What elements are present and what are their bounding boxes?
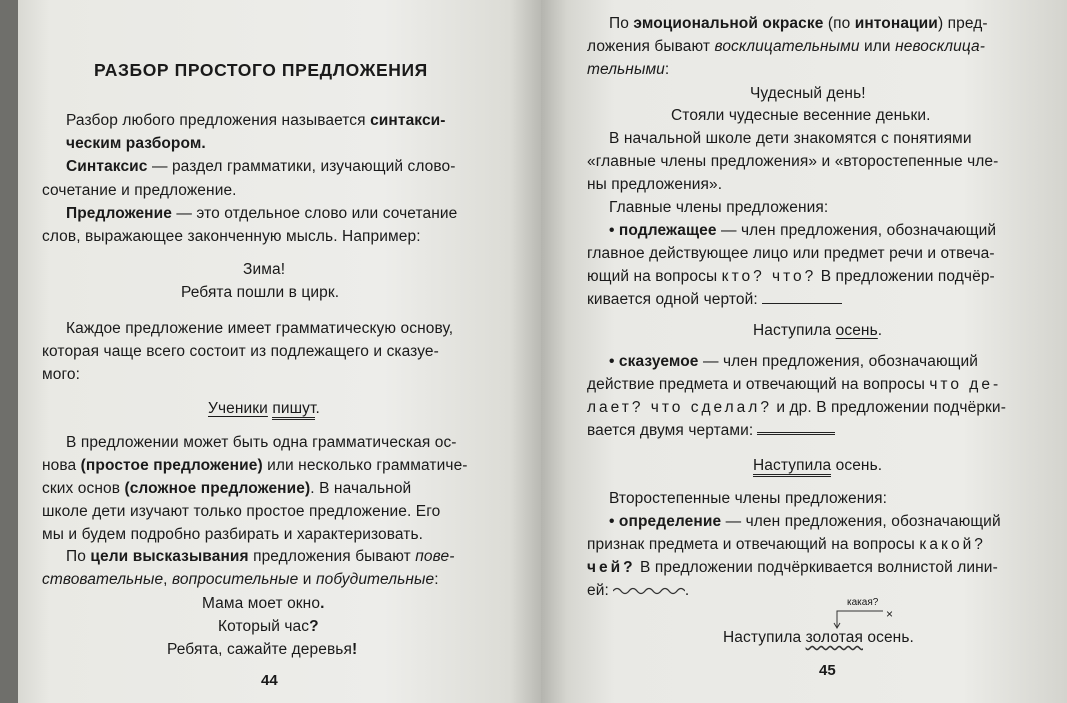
text: сочетание и предложение. xyxy=(42,182,237,199)
paragraph-line xyxy=(587,581,689,601)
example-line xyxy=(753,321,882,341)
subject-underlined: Ученики xyxy=(208,400,268,417)
italic-term: ствовательные xyxy=(42,571,164,588)
punctuation: . xyxy=(320,595,325,612)
term: • определение xyxy=(609,513,722,530)
term: цели высказывания xyxy=(90,548,249,565)
example-line xyxy=(167,640,357,660)
text: Наступила xyxy=(723,629,806,646)
text: Наступила xyxy=(753,322,836,339)
paragraph-line xyxy=(42,479,411,499)
italic-term: вопросительные xyxy=(172,571,299,588)
text: и др. В предложении подчёрки- xyxy=(771,399,1006,416)
paragraph-line: В предложении может быть одна грамматическая ос- xyxy=(66,434,457,451)
example-line: Ребята пошли в цирк. xyxy=(181,284,340,301)
paragraph-line xyxy=(587,558,998,578)
italic-term: побудительные xyxy=(315,571,435,588)
paragraph-line xyxy=(42,181,237,201)
wavy-underline-sample xyxy=(613,585,685,597)
paragraph-line xyxy=(587,37,985,57)
example-line xyxy=(208,399,320,419)
text: кивается одной чертой: xyxy=(587,291,758,308)
term: • подлежащее xyxy=(609,222,717,239)
paragraph-line xyxy=(609,352,978,372)
paragraph-line xyxy=(609,221,996,241)
paragraph-line: В начальной школе дети знакомятся с понятиями xyxy=(609,130,972,147)
italic-term: пове- xyxy=(415,548,455,565)
paragraph-line xyxy=(66,157,456,177)
example-line xyxy=(218,617,319,637)
italic-term: тельными xyxy=(587,61,665,78)
text: , xyxy=(163,571,172,588)
text: ских основ xyxy=(42,480,125,497)
predicate-underlined: пишут xyxy=(272,400,315,420)
text: признак предмета и отвечающий на вопросы xyxy=(587,536,920,553)
text: Ребята, сажайте деревья xyxy=(167,641,352,658)
text: предложения бывают xyxy=(248,548,416,565)
punctuation: ! xyxy=(351,641,358,658)
single-underline-sample xyxy=(762,303,842,304)
term: (простое предложение) xyxy=(80,457,263,474)
text: или несколько грамматиче- xyxy=(262,457,468,474)
paragraph-line: мого: xyxy=(42,366,81,383)
example-line xyxy=(723,628,914,648)
term: ческим разбором. xyxy=(66,135,206,152)
page-title: РАЗБОР ПРОСТОГО ПРЕДЛОЖЕНИЯ xyxy=(94,60,428,80)
text: и xyxy=(298,571,316,588)
text: ющий на вопросы xyxy=(587,268,722,285)
text: слов, выражающее законченную мысль. Например: xyxy=(42,228,421,245)
page-number: 45 xyxy=(819,662,836,679)
text: нова xyxy=(42,457,81,474)
text: — член предложения, обозначающий xyxy=(716,222,997,239)
text: : xyxy=(664,61,670,78)
text: По xyxy=(66,548,91,565)
paragraph-line: ны предложения». xyxy=(587,176,723,193)
spaced-question: кто? что? xyxy=(721,268,817,285)
text: ей: xyxy=(587,582,609,599)
paragraph-line: Каждое предложение имеет грамматическую основу, xyxy=(66,320,454,337)
text: вается двумя чертами: xyxy=(587,422,754,439)
right-page xyxy=(541,0,1067,703)
spaced-question: чей? xyxy=(587,559,636,576)
paragraph-line: Главные члены предложения: xyxy=(609,199,829,216)
double-underline-sample xyxy=(757,432,835,435)
paragraph-line xyxy=(587,375,1001,395)
paragraph-line xyxy=(609,512,1001,532)
question-arrow-icon xyxy=(833,607,893,629)
text: Который час xyxy=(218,618,310,635)
left-page xyxy=(18,0,541,703)
term: синтакси- xyxy=(370,112,446,129)
subject-underlined: осень xyxy=(835,322,878,339)
italic-term: восклицательными xyxy=(714,38,860,55)
paragraph-line: школе дети изучают только простое предложение. Его xyxy=(42,503,441,520)
term: эмоциональной окраске xyxy=(633,15,824,32)
page-number: 44 xyxy=(261,672,278,689)
paragraph-line xyxy=(609,14,988,34)
paragraph-line xyxy=(66,204,457,224)
subject-mark-x: × xyxy=(886,607,894,621)
paragraph-line xyxy=(66,134,206,154)
paragraph-line: мы и будем подробно разбирать и характеризовать. xyxy=(42,526,424,543)
text: (по xyxy=(823,15,855,32)
text: . xyxy=(315,400,320,417)
paragraph-line xyxy=(587,421,835,441)
term: интонации xyxy=(854,15,938,32)
example-line xyxy=(202,594,324,614)
paragraph-line xyxy=(587,535,986,555)
text: . xyxy=(684,582,690,599)
paragraph-line xyxy=(42,227,421,247)
text: — раздел грамматики, изучающий слово- xyxy=(147,158,456,175)
paragraph-line xyxy=(587,398,1006,418)
text: — это отдельное слово или сочетание xyxy=(172,205,458,222)
example-line: Зима! xyxy=(243,261,286,278)
term: • сказуемое xyxy=(609,353,699,370)
paragraph-line: которая чаще всего состоит из подлежащего и сказуе- xyxy=(42,343,439,360)
text: — член предложения, обозначающий xyxy=(698,353,979,370)
term: (сложное предложение) xyxy=(124,480,311,497)
example-line: Стояли чудесные весенние деньки. xyxy=(671,107,931,124)
paragraph-line xyxy=(587,60,669,80)
paragraph-line: Второстепенные члены предложения: xyxy=(609,490,888,507)
text: Разбор любого предложения называется xyxy=(66,112,371,129)
text: действие предмета и отвечающий на вопросы xyxy=(587,376,930,393)
italic-term: невосклица- xyxy=(895,38,985,55)
paragraph-line xyxy=(66,547,454,567)
text: осень. xyxy=(831,457,883,474)
spaced-question: какой? xyxy=(919,536,986,553)
text: . В начальной xyxy=(310,480,412,497)
text: : xyxy=(434,571,439,588)
text: По xyxy=(609,15,634,32)
paragraph-line xyxy=(42,570,439,590)
paragraph-line xyxy=(42,456,468,476)
text: ложения бывают xyxy=(587,38,715,55)
text: осень. xyxy=(862,629,914,646)
punctuation: ? xyxy=(309,618,319,635)
spaced-question: что де- xyxy=(929,376,1002,393)
text: В предложении подчёр- xyxy=(816,268,995,285)
paragraph-line xyxy=(587,267,995,287)
paragraph-line xyxy=(587,290,842,310)
paragraph-line: «главные члены предложения» и «второстепенные чле- xyxy=(587,153,999,170)
text: или xyxy=(859,38,896,55)
term: Синтаксис xyxy=(66,158,148,175)
text: — член предложения, обозначающий xyxy=(721,513,1001,530)
example-line xyxy=(753,456,882,476)
text: . xyxy=(877,322,883,339)
paragraph-line xyxy=(66,111,446,131)
predicate-underlined: Наступила xyxy=(753,457,831,477)
text: Мама моет окно xyxy=(202,595,321,612)
term: Предложение xyxy=(66,205,172,222)
text: В предложении подчёркивается волнистой лини- xyxy=(635,559,998,576)
spaced-question: лает? что сделал? xyxy=(587,399,772,416)
text: ) пред- xyxy=(937,15,988,32)
question-label: какая? xyxy=(847,597,879,608)
paragraph-line: главное действующее лицо или предмет речи и отвеча- xyxy=(587,245,995,262)
attribute-underlined: золотая xyxy=(805,629,863,646)
example-line: Чудесный день! xyxy=(750,85,866,102)
